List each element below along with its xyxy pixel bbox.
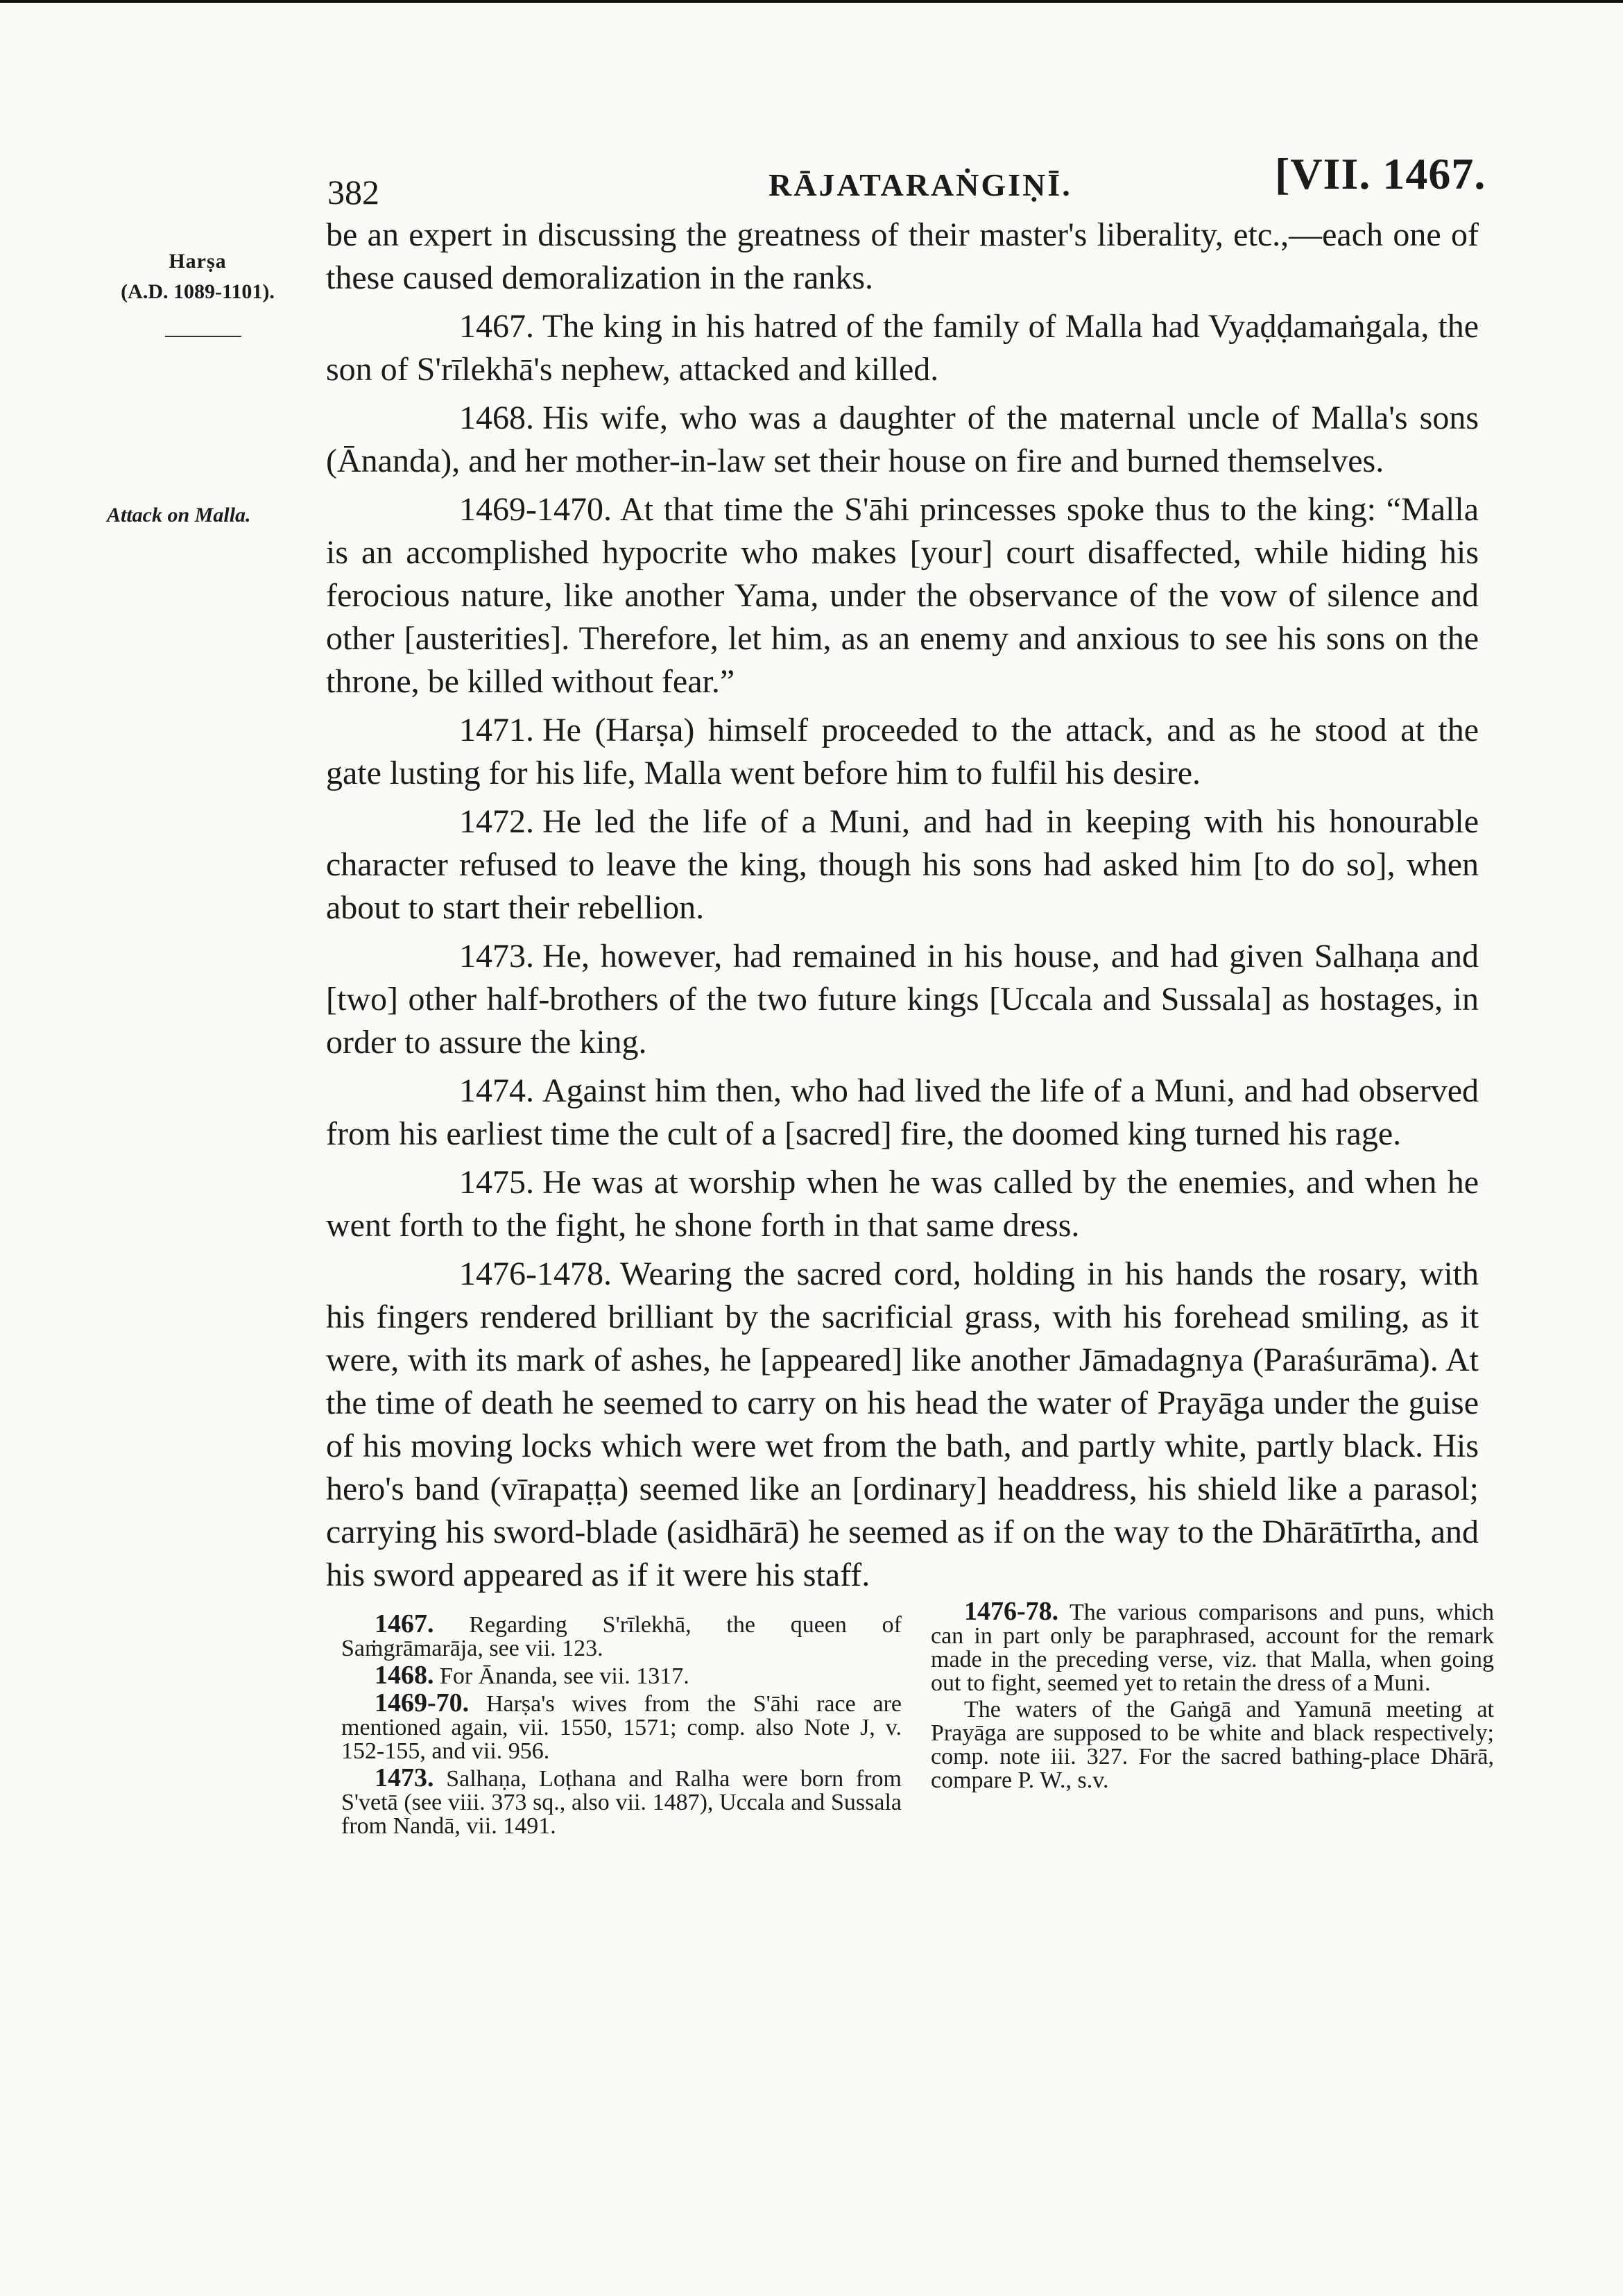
footnote [341,1688,902,1764]
verse-text: He (Harṣa) himself proceeded to the attack, and as he stood at the gate lusting for his life, Malla went before him to fulfil his desire. [326,712,1479,791]
footnote-number: 1476-78. [964,1597,1059,1626]
verse-number: 1471. [459,712,534,748]
verse-paragraph [326,800,1479,929]
footnote [931,1698,1494,1792]
verse-text: be an expert in discussing the greatness of their master's liberality, etc.,—each one of these caused demoralization in the ranks. [326,216,1479,296]
verse-number: 1476-1478. [459,1256,612,1292]
footnotes-left-column [341,1609,902,1841]
verse-number: 1472. [459,803,534,840]
verse-text: Wearing the sacred cord, holding in his hands the rosary, with his fingers rendered brilliant by the sacrificial grass, with his forehead smiling, as it were, with its mark of ashes, he [appeared] like another Jāmadagnya (Paraśurāma). At the time of death he seemed to carry on his head the water of Prayāga under the guise of his moving locks which were wet from the bath, and partly white, partly black. His hero's band (vīrapaṭṭa) seemed like an [ordinary] headdress, his shield like a parasol; carrying his sword-blade (asidhārā) he seemed as if on the way to the Dhārātīrtha, and his sword appeared as if it were his staff. [326,1256,1479,1593]
sidenote-dates: (A.D. 1089-1101). [121,280,275,303]
verse-number: 1467. [459,308,534,345]
verse-paragraph [326,397,1479,483]
verse-number: 1469-1470. [459,491,612,528]
running-title: RĀJATARAṄGIṆĪ. [768,167,1072,203]
verse-text: His wife, who was a daughter of the maternal uncle of Malla's sons (Ānanda), and her mother-in-law set their house on fire and burned themselves. [326,400,1479,479]
verse-paragraph [326,214,1479,300]
footnote [931,1597,1494,1696]
sidenote-king: Harṣa [169,250,227,273]
verse-number: 1475. [459,1164,534,1201]
footnote-text: The waters of the Gaṅgā and Yamunā meeting at Prayāga are supposed to be white and black respectively; comp. note iii. 327. For the sacred bathing-place Dhārā, compare P. W., s.v. [931,1697,1494,1793]
footnote-number: 1473. [375,1763,434,1792]
footnote-text: For Ānanda, see vii. 1317. [440,1663,689,1689]
footnote-number: 1467. [375,1609,434,1638]
verse-paragraph [326,305,1479,391]
footnote-number: 1469-70. [375,1688,470,1717]
verse-text: He, however, had remained in his house, and had given Salhaṇa and [two] other half-brothers of the two future kings [Uccala and Sussala] as hostages, in order to assure the king. [326,938,1479,1061]
verse-paragraph [326,935,1479,1064]
footnote-text: Salhaṇa, Loṭhana and Ralha were born from S'vetā (see viii. 373 sq., also vii. 1487), Uccala and Sussala from Nandā, vii. 1491. [341,1766,902,1839]
footnote-number: 1468. [375,1661,434,1690]
page-number: 382 [327,173,379,212]
footnote-text: The various comparisons and puns, which can in part only be paraphrased, account for the remark made in the preceding verse, viz. that Malla, when going out to fight, seemed yet to retain the dress of a Muni. [931,1600,1494,1696]
sidenote-rule [165,336,241,337]
footnote-text: Harṣa's wives from the S'āhi race are mentioned again, vii. 1550, 1571; comp. also Note J, v. 152-155, and vii. 956. [341,1691,902,1764]
verse-reference: [VII. 1467. [1275,149,1486,198]
footnote [341,1763,902,1839]
footnote-text: Regarding S'rīlekhā, the queen of Saṁgrāmarāja, see vii. 123. [341,1612,902,1661]
footnotes-right-column [931,1597,1494,1795]
verse-text: He led the life of a Muni, and had in keeping with his honourable character refused to leave the king, though his sons had asked him [to do so], when about to start their rebellion. [326,803,1479,926]
sidenote-attack: Attack on Malla. [107,504,251,526]
footnote [341,1663,902,1688]
verse-paragraph [326,1070,1479,1156]
body-text [326,214,1479,1602]
verse-text: The king in his hatred of the family of Malla had Vyaḍḍamaṅgala, the son of S'rīlekhā's nephew, attacked and killed. [326,308,1479,388]
verse-text: At that time the S'āhi princesses spoke thus to the king: “Malla is an accomplished hypocrite who makes [your] court disaffected, while hiding his ferocious nature, like another Yama, under the observance of the vow of silence and other [austerities]. Therefore, let him, as an enemy and anxious to see his sons on the throne, be killed without fear.” [326,491,1479,700]
verse-paragraph [326,1161,1479,1247]
verse-number: 1474. [459,1072,534,1109]
verse-text: Against him then, who had lived the life of a Muni, and had observed from his earliest time the cult of a [sacred] fire, the doomed king turned his rage. [326,1072,1479,1152]
footnote [341,1609,902,1661]
verse-paragraph [326,488,1479,703]
verse-number: 1468. [459,400,534,436]
verse-text: He was at worship when he was called by the enemies, and when he went forth to the fight, he shone forth in that same dress. [326,1164,1479,1244]
verse-paragraph [326,709,1479,795]
top-edge-rule [0,0,1623,3]
verse-paragraph [326,1253,1479,1597]
verse-number: 1473. [459,938,534,975]
